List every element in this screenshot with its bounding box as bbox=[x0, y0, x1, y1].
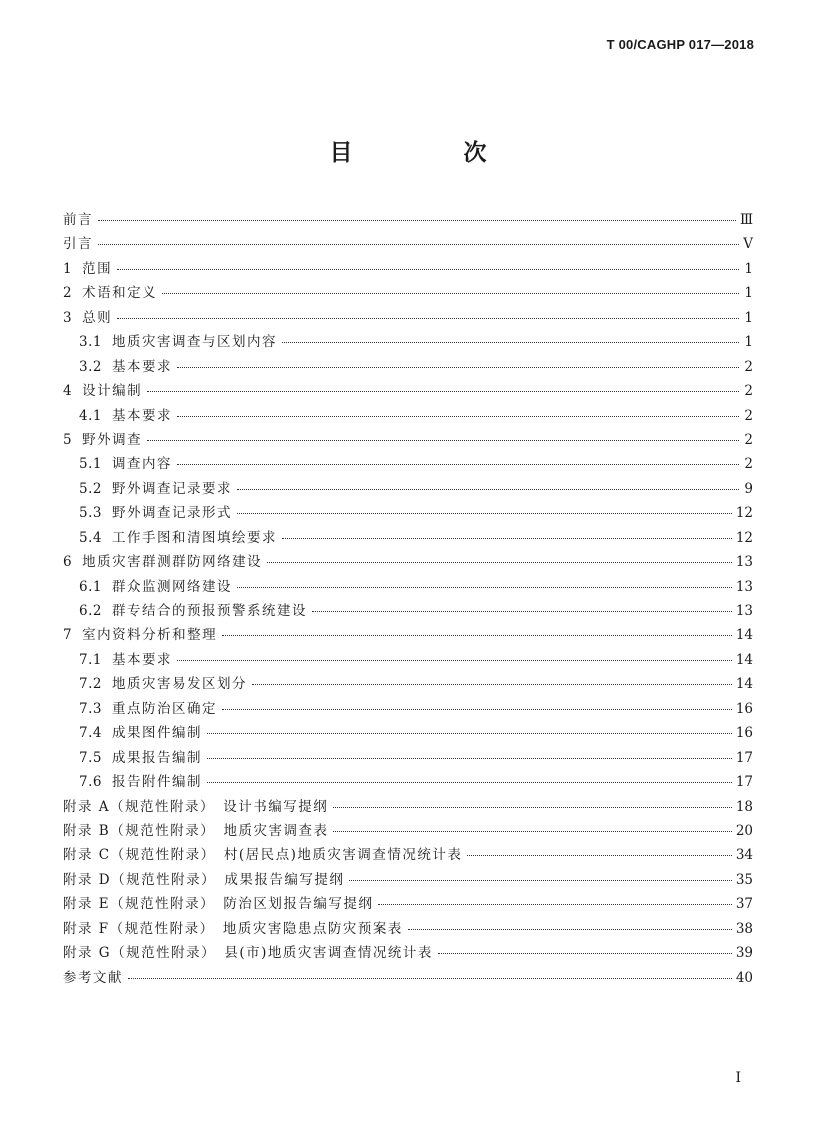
dot-leader bbox=[177, 367, 739, 368]
toc-entry-page: 1 bbox=[744, 309, 753, 326]
toc-entry-label: 重点防治区确定 bbox=[111, 700, 217, 717]
toc-entry[interactable] bbox=[63, 281, 753, 305]
toc-entry-number: 6 bbox=[63, 554, 73, 571]
dot-leader bbox=[147, 440, 739, 441]
toc-entry-number: 7.4 bbox=[79, 725, 102, 742]
toc-entry[interactable] bbox=[63, 843, 753, 867]
dot-leader bbox=[408, 929, 732, 930]
toc-entry[interactable] bbox=[63, 795, 753, 819]
dot-leader bbox=[252, 684, 732, 685]
toc-entry[interactable] bbox=[63, 672, 753, 696]
toc-entry-page: 9 bbox=[744, 480, 753, 497]
toc-entry-number: 3.2 bbox=[79, 358, 102, 375]
toc-entry-page: 13 bbox=[735, 578, 753, 595]
dot-leader bbox=[177, 464, 739, 465]
toc-entry-page: 2 bbox=[744, 456, 753, 473]
toc-entry-label: 基本要求 bbox=[111, 358, 172, 375]
toc-entry-page: 12 bbox=[735, 529, 753, 546]
dot-leader bbox=[222, 709, 732, 710]
toc-entry-number: 4.1 bbox=[79, 407, 102, 424]
toc-entry-number: 5.1 bbox=[79, 456, 102, 473]
toc-entry[interactable] bbox=[63, 257, 753, 281]
toc-entry-number: 4 bbox=[63, 383, 73, 400]
dot-leader bbox=[98, 244, 739, 245]
toc-entry[interactable] bbox=[63, 232, 753, 256]
dot-leader bbox=[98, 220, 736, 221]
toc-entry-label: 成果报告编制 bbox=[111, 749, 202, 766]
toc-entry-number: 5.2 bbox=[79, 480, 102, 497]
toc-entry[interactable] bbox=[63, 941, 753, 965]
toc-entry-number: 6.1 bbox=[79, 578, 102, 595]
toc-entry-page: 20 bbox=[735, 822, 753, 839]
toc-entry-label: 设计编制 bbox=[82, 383, 143, 400]
toc-entry-label: 总则 bbox=[82, 309, 113, 326]
toc-entry-page: 12 bbox=[735, 505, 753, 522]
toc-entry-label: 前言 bbox=[63, 212, 93, 228]
toc-entry-label: 群众监测网络建设 bbox=[111, 578, 232, 595]
toc-entry-label: 报告附件编制 bbox=[111, 774, 202, 791]
dot-leader bbox=[177, 660, 732, 661]
toc-entry-label: 基本要求 bbox=[111, 651, 172, 668]
toc-entry[interactable] bbox=[63, 355, 753, 379]
toc-entry-page: 17 bbox=[735, 774, 753, 791]
dot-leader bbox=[128, 978, 732, 979]
toc-entry-page: 13 bbox=[735, 603, 753, 619]
toc-entry[interactable] bbox=[63, 648, 753, 672]
dot-leader bbox=[349, 880, 731, 881]
toc-entry-number: 5.3 bbox=[79, 505, 102, 522]
toc-entry[interactable] bbox=[63, 868, 753, 892]
toc-entry-page: 14 bbox=[735, 627, 753, 644]
dot-leader bbox=[378, 904, 731, 905]
toc-entry-label: 室内资料分析和整理 bbox=[82, 627, 218, 644]
toc-entry-page: 16 bbox=[735, 700, 753, 717]
toc-entry[interactable] bbox=[63, 575, 753, 599]
toc-entry-page: 2 bbox=[744, 383, 753, 400]
toc-entry-label: 附录 G（规范性附录） 县(市)地质灾害调查情况统计表 bbox=[63, 945, 433, 962]
toc-entry-label: 附录 F（规范性附录） 地质灾害隐患点防灾预案表 bbox=[63, 920, 403, 937]
toc-entry-page: 34 bbox=[735, 847, 753, 864]
toc-entry-number: 7.5 bbox=[79, 749, 102, 766]
toc-entry-page: 14 bbox=[735, 676, 753, 693]
toc-entry-label: 范围 bbox=[82, 260, 113, 277]
toc-entry-number: 7.1 bbox=[79, 651, 102, 668]
toc-entry[interactable] bbox=[63, 452, 753, 476]
toc-entry[interactable] bbox=[63, 599, 753, 623]
dot-leader bbox=[207, 758, 732, 759]
dot-leader bbox=[237, 587, 732, 588]
toc-entry-label: 地质灾害群测群防网络建设 bbox=[82, 554, 263, 571]
dot-leader bbox=[177, 416, 739, 417]
toc-entry[interactable] bbox=[63, 379, 753, 403]
toc-entry[interactable] bbox=[63, 501, 753, 525]
toc-entry-label: 参考文献 bbox=[63, 969, 123, 986]
toc-entry-page: Ⅴ bbox=[743, 236, 753, 253]
dot-leader bbox=[207, 733, 732, 734]
toc-entry-label: 附录 E（规范性附录） 防治区划报告编写提纲 bbox=[63, 896, 374, 913]
toc-entry[interactable] bbox=[63, 208, 753, 232]
toc-entry[interactable] bbox=[63, 428, 753, 452]
dot-leader bbox=[117, 269, 739, 270]
toc-entry[interactable] bbox=[63, 550, 753, 574]
dot-leader bbox=[438, 953, 732, 954]
toc-entry-number: 7.2 bbox=[79, 676, 102, 693]
document-code: T 00/CAGHP 017—2018 bbox=[606, 37, 754, 52]
toc-entry[interactable] bbox=[63, 623, 753, 647]
toc-entry[interactable] bbox=[63, 746, 753, 770]
toc-entry-page: 17 bbox=[735, 749, 753, 766]
dot-leader bbox=[162, 293, 739, 294]
toc-entry[interactable] bbox=[63, 697, 753, 721]
toc-entry-page: 2 bbox=[744, 358, 753, 375]
toc-entry-number: 3 bbox=[63, 309, 73, 326]
toc-entry-label: 调查内容 bbox=[111, 456, 172, 473]
dot-leader bbox=[267, 562, 732, 563]
toc-entry[interactable] bbox=[63, 477, 753, 501]
toc-entry-label: 基本要求 bbox=[111, 407, 172, 424]
dot-leader bbox=[282, 342, 739, 343]
toc-entry-label: 群专结合的预报预警系统建设 bbox=[111, 603, 307, 619]
toc-entry-page: 35 bbox=[735, 871, 753, 888]
toc-entry-label: 成果图件编制 bbox=[111, 725, 202, 742]
toc-entry-number: 2 bbox=[63, 285, 73, 302]
toc-entry[interactable] bbox=[63, 892, 753, 916]
toc-entry[interactable] bbox=[63, 819, 753, 843]
toc-entry-number: 7.6 bbox=[79, 774, 102, 791]
toc-entry-number: 5.4 bbox=[79, 529, 102, 546]
toc-entry-page: 18 bbox=[735, 798, 753, 815]
page-number: Ⅰ bbox=[735, 1070, 741, 1086]
table-of-contents bbox=[63, 208, 753, 990]
toc-entry[interactable] bbox=[63, 917, 753, 941]
toc-entry-number: 7.3 bbox=[79, 700, 102, 717]
toc-entry-label: 附录 D（规范性附录） 成果报告编写提纲 bbox=[63, 871, 345, 888]
dot-leader bbox=[312, 611, 732, 612]
dot-leader bbox=[117, 318, 739, 319]
toc-entry-label: 工作手图和清图填绘要求 bbox=[111, 529, 277, 546]
dot-leader bbox=[147, 391, 739, 392]
toc-entry-page: 1 bbox=[744, 334, 753, 351]
toc-entry[interactable] bbox=[63, 721, 753, 745]
toc-entry-page: 13 bbox=[735, 554, 753, 571]
toc-entry-label: 野外调查记录要求 bbox=[111, 480, 232, 497]
dot-leader bbox=[237, 513, 732, 514]
toc-entry[interactable] bbox=[63, 966, 753, 990]
toc-entry-page: 39 bbox=[735, 945, 753, 962]
toc-entry-page: 2 bbox=[744, 407, 753, 424]
toc-entry-page: 1 bbox=[744, 285, 753, 302]
toc-entry-page: 14 bbox=[735, 651, 753, 668]
toc-entry-page: 37 bbox=[735, 896, 753, 913]
toc-entry[interactable] bbox=[63, 404, 753, 428]
dot-leader bbox=[333, 831, 731, 832]
dot-leader bbox=[237, 489, 739, 490]
toc-entry-page: 2 bbox=[744, 431, 753, 448]
toc-entry-number: 5 bbox=[63, 431, 73, 448]
toc-entry-page: 38 bbox=[735, 920, 753, 937]
toc-entry-label: 地质灾害调查与区划内容 bbox=[111, 334, 277, 351]
toc-entry-number: 3.1 bbox=[79, 334, 102, 351]
toc-entry-label: 野外调查记录形式 bbox=[111, 505, 232, 522]
toc-entry[interactable] bbox=[63, 306, 753, 330]
toc-entry[interactable] bbox=[63, 770, 753, 794]
toc-entry-page: 1 bbox=[744, 260, 753, 277]
dot-leader bbox=[207, 782, 732, 783]
toc-entry-number: 6.2 bbox=[79, 603, 102, 619]
dot-leader bbox=[222, 635, 732, 636]
dot-leader bbox=[282, 538, 732, 539]
toc-entry-page: Ⅲ bbox=[739, 212, 753, 228]
toc-entry-label: 附录 B（规范性附录） 地质灾害调查表 bbox=[63, 822, 329, 839]
toc-entry-label: 野外调查 bbox=[82, 431, 143, 448]
toc-entry-label: 附录 C（规范性附录） 村(居民点)地质灾害调查情况统计表 bbox=[63, 847, 463, 864]
toc-entry-number: 7 bbox=[63, 627, 73, 644]
toc-entry-number: 1 bbox=[63, 260, 73, 277]
toc-entry-page: 16 bbox=[735, 725, 753, 742]
toc-entry[interactable] bbox=[63, 330, 753, 354]
toc-entry-label: 地质灾害易发区划分 bbox=[111, 676, 247, 693]
toc-entry-label: 引言 bbox=[63, 236, 93, 253]
toc-entry[interactable] bbox=[63, 526, 753, 550]
page-title: 目 次 bbox=[329, 139, 531, 166]
toc-entry-page: 40 bbox=[735, 969, 753, 986]
dot-leader bbox=[333, 807, 732, 808]
toc-entry-label: 附录 A（规范性附录） 设计书编写提纲 bbox=[63, 798, 329, 815]
toc-entry-label: 术语和定义 bbox=[82, 285, 158, 302]
dot-leader bbox=[467, 855, 731, 856]
